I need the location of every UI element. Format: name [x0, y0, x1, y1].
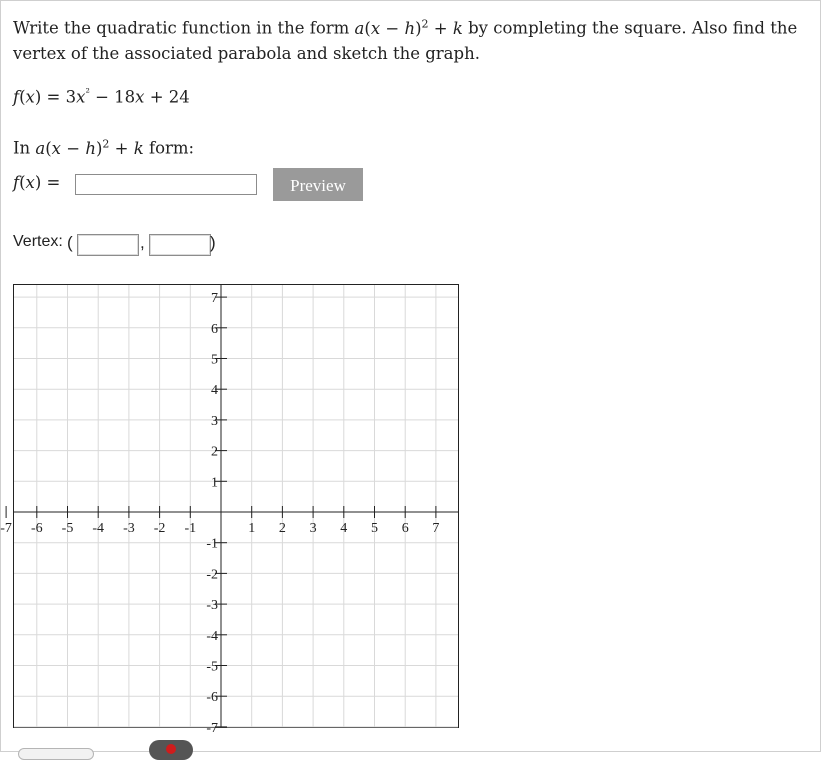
x-tick-label: -1: [184, 521, 197, 536]
vertex-label: Vertex:: [13, 233, 63, 250]
y-tick-label: -6: [206, 690, 218, 706]
y-tick-label: -7: [206, 720, 218, 736]
problem-text-end: by completing the square. Also find the vertex of the associated parabola and sketch the graph.: [13, 18, 798, 63]
graph-svg[interactable]: [0, 285, 458, 736]
answer-input[interactable]: [75, 174, 257, 195]
form-expression: $a(x - h)^2 + k$: [354, 17, 463, 38]
vertex-comma: ,: [140, 233, 145, 252]
x-tick-label: -2: [153, 521, 166, 536]
y-tick-label: -4: [206, 628, 218, 644]
function-definition: $f(x) = 3x^{^2} - 18x + 24$: [13, 86, 190, 107]
x-tick-label: 7: [432, 521, 440, 536]
y-tick-label: 4: [211, 383, 218, 399]
y-tick-label: -1: [206, 536, 218, 552]
x-tick-label: -6: [30, 521, 43, 536]
y-tick-label: 5: [211, 352, 218, 368]
vertex-close-paren: ): [210, 233, 216, 252]
x-tick-label: 4: [340, 521, 348, 536]
x-tick-label: 2: [278, 521, 286, 536]
y-tick-label: 3: [211, 413, 218, 429]
y-tick-label: 7: [211, 291, 218, 307]
graph-tool-red-dot: [166, 744, 176, 754]
x-tick-label: -5: [61, 521, 74, 536]
vertex-y-input[interactable]: [149, 234, 211, 256]
problem-statement: [13, 11, 803, 66]
vertex-open-paren: (: [67, 233, 73, 252]
x-tick-label: 1: [248, 521, 256, 536]
y-tick-label: -3: [206, 598, 218, 614]
problem-text-start: Write the quadratic function in the form: [13, 18, 355, 38]
x-tick-label: 6: [401, 521, 409, 536]
vertex-x-input[interactable]: [77, 234, 139, 256]
x-tick-label: -4: [92, 521, 105, 536]
y-tick-label: 6: [211, 321, 218, 337]
y-tick-label: 1: [211, 475, 218, 491]
x-tick-label: -7: [0, 521, 12, 536]
graph-canvas[interactable]: [0, 284, 459, 736]
clear-graph-button[interactable]: [18, 748, 94, 760]
preview-button[interactable]: Preview: [273, 168, 363, 201]
y-tick-label: -2: [206, 567, 218, 583]
x-tick-label: -3: [123, 521, 135, 536]
form-instruction: In $a(x - h)^2 + k$ form:: [13, 137, 195, 158]
y-tick-label: 2: [211, 444, 218, 460]
x-tick-label: 5: [371, 521, 378, 536]
x-tick-label: 3: [309, 521, 317, 536]
answer-label: f(x) =: [13, 173, 61, 192]
y-tick-label: -5: [206, 659, 218, 675]
